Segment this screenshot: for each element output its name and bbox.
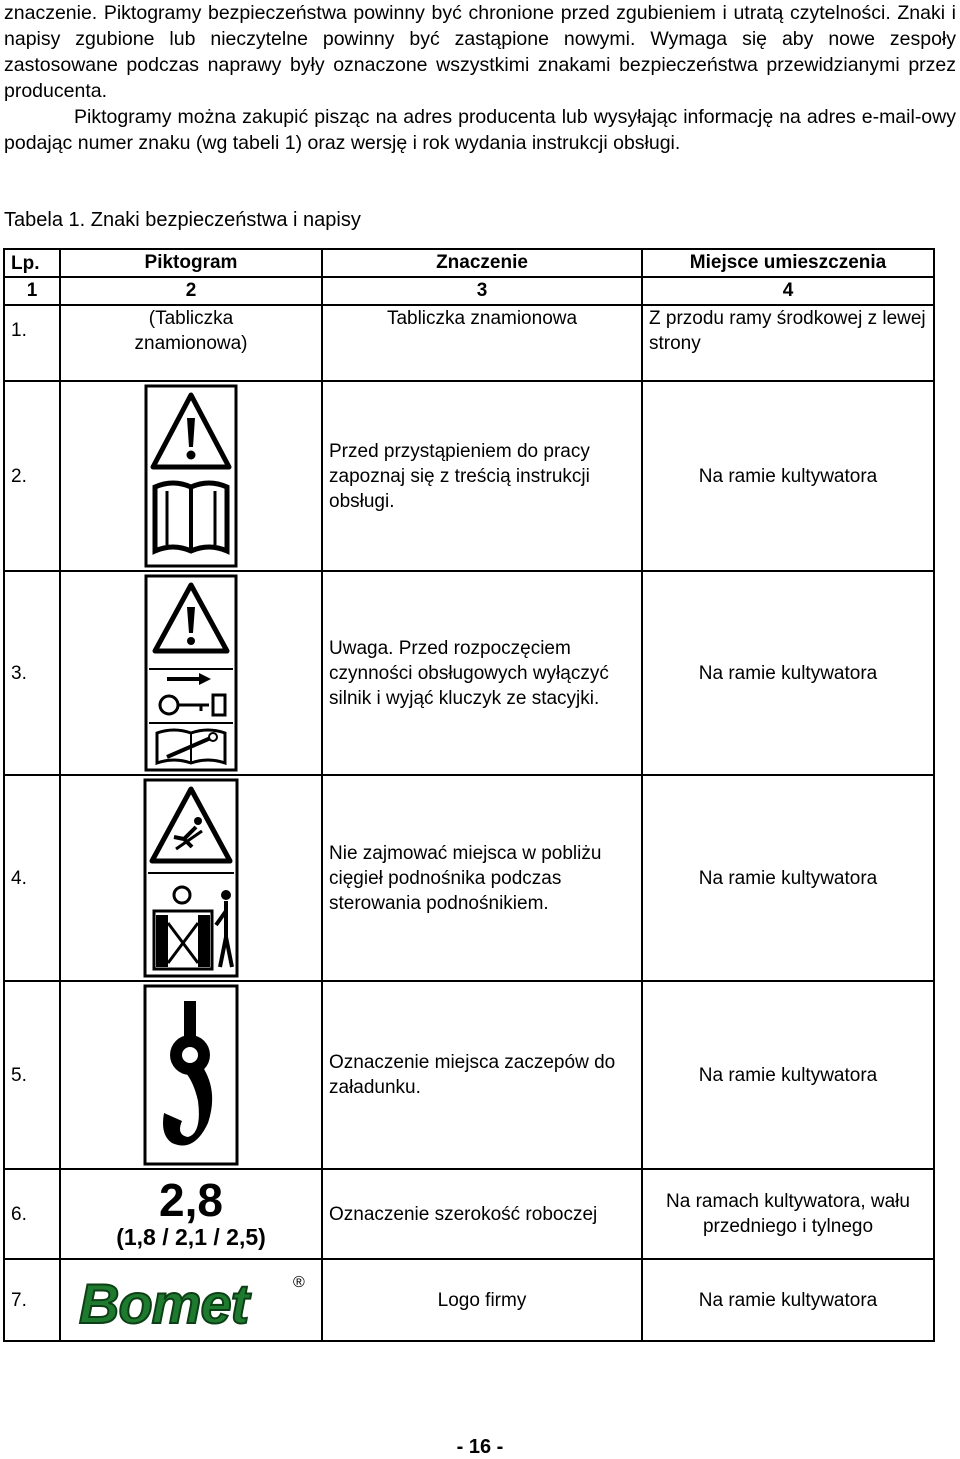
- row-location: Na ramie kultywatora: [642, 381, 934, 571]
- row-pictogram: [60, 571, 322, 775]
- row-meaning: Uwaga. Przed rozpoczęciem czynności obsługowych wyłączyć silnik i wyjąć kluczyk ze stacyjki.: [322, 571, 642, 775]
- colnum-1: 1: [4, 277, 60, 305]
- row-lp: 3.: [4, 571, 60, 775]
- table-row: [4, 981, 934, 1169]
- row-lp: 7.: [4, 1259, 60, 1341]
- row-lp: 5.: [4, 981, 60, 1169]
- colnum-2: 2: [60, 277, 322, 305]
- colnum-4: 4: [642, 277, 934, 305]
- row-location: Z przodu ramy środkowej z lewej strony: [642, 305, 934, 381]
- row-pictogram: [60, 381, 322, 571]
- header-meaning: Znaczenie: [322, 249, 642, 277]
- table-header-row: [4, 249, 934, 277]
- warning-manual-icon: [143, 383, 239, 569]
- bomet-logo: [71, 1267, 311, 1333]
- intro-text: [4, 0, 956, 156]
- row-meaning: Oznaczenie miejsca zaczepów do załadunku.: [322, 981, 642, 1169]
- row-meaning: Przed przystąpieniem do pracy zapoznaj się z treścią instrukcji obsługi.: [322, 381, 642, 571]
- table-row: [4, 305, 934, 381]
- colnum-3: 3: [322, 277, 642, 305]
- row-lp: 1.: [4, 305, 60, 381]
- lifting-hook-icon: [142, 983, 240, 1167]
- intro-paragraph-2: Piktogramy można zakupić pisząc na adres producenta lub wysyłając informację na adres e-mail-owy podając numer znaku (wg tabeli 1) oraz wersję i rok wydania instrukcji obsługi.: [4, 106, 956, 154]
- working-width-value: 2,8: [159, 1174, 223, 1226]
- row-meaning: Nie zajmować miejsca w pobliżu cięgieł podnośnika podczas sterowania podnośnikiem.: [322, 775, 642, 981]
- row-pictogram: [60, 981, 322, 1169]
- safety-signs-table: [3, 248, 935, 1342]
- intro-paragraph-1: znaczenie. Piktogramy bezpieczeństwa powinny być chronione przed zgubieniem i utratą czytelności. Znaki i napisy zgubione lub nieczytelne powinny być zastąpione nowymi. Wymaga się aby nowe zespoły zastosowane podczas naprawy były oznaczone wszystkimi znakami bezpieczeństwa przewidzianymi przez producenta.: [4, 2, 956, 102]
- working-width-variants: (1,8 / 2,1 / 2,5): [116, 1224, 266, 1250]
- header-lp: Lp.: [4, 249, 60, 277]
- page-number: - 16 -: [456, 1436, 504, 1458]
- row-pictogram: [60, 1259, 322, 1341]
- row-pictogram-text: (Tabliczka znamionowa): [60, 305, 322, 381]
- table-caption: Tabela 1. Znaki bezpieczeństwa i napisy: [4, 209, 361, 231]
- row-location: Na ramie kultywatora: [642, 775, 934, 981]
- table-row: [4, 1259, 934, 1341]
- row-lp: 6.: [4, 1169, 60, 1259]
- table-row: [4, 775, 934, 981]
- warning-key-service-icon: [143, 573, 239, 773]
- row-lp: 2.: [4, 381, 60, 571]
- row-location: Na ramie kultywatora: [642, 981, 934, 1169]
- column-number-row: [4, 277, 934, 305]
- row-meaning: Oznaczenie szerokość roboczej: [322, 1169, 642, 1259]
- registered-mark: ®: [293, 1274, 305, 1291]
- row-location: Na ramie kultywatora: [642, 571, 934, 775]
- row-lp: 4.: [4, 775, 60, 981]
- header-location: Miejsce umieszczenia: [642, 249, 934, 277]
- row-location: Na ramie kultywatora: [642, 1259, 934, 1341]
- logo-text: Bomet: [79, 1272, 249, 1333]
- row-pictogram: [60, 1169, 322, 1259]
- table-row: [4, 571, 934, 775]
- row-meaning: Tabliczka znamionowa: [322, 305, 642, 381]
- header-pictogram: Piktogram: [60, 249, 322, 277]
- row-meaning: Logo firmy: [322, 1259, 642, 1341]
- table-row: [4, 381, 934, 571]
- warning-hitch-crush-icon: [142, 777, 240, 979]
- table-row: [4, 1169, 934, 1259]
- row-location: Na ramach kultywatora, wału przedniego i tylnego: [642, 1169, 934, 1259]
- row-pictogram: [60, 775, 322, 981]
